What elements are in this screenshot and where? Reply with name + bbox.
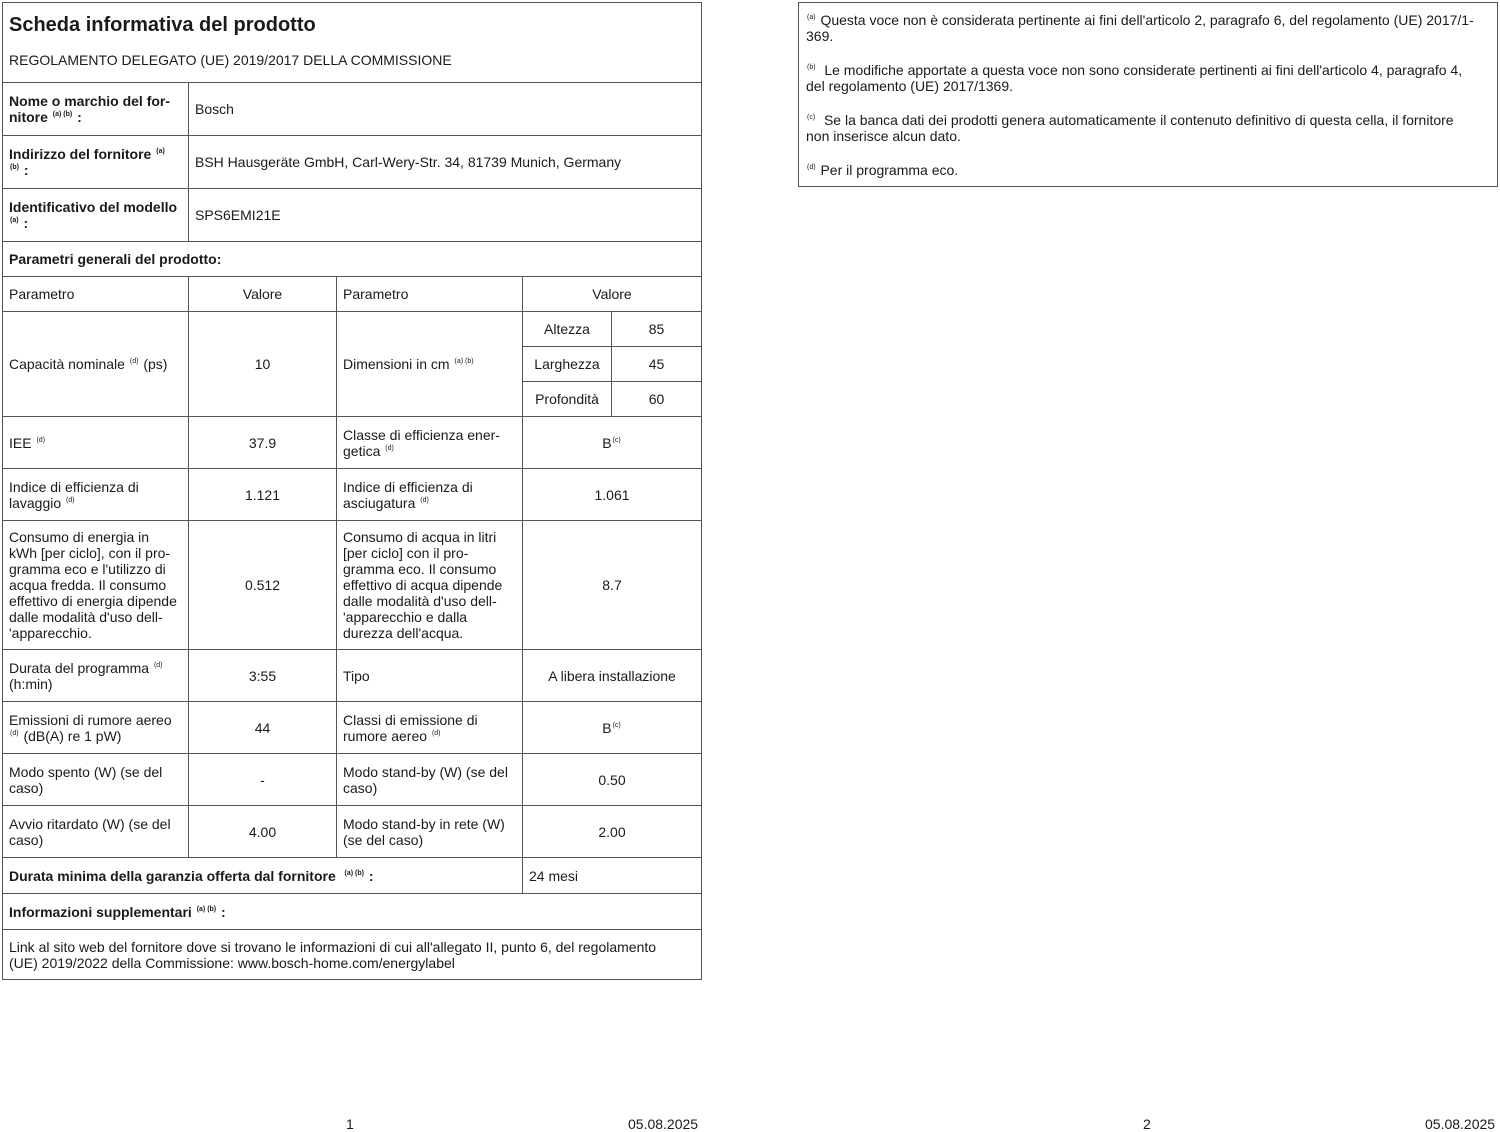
depth-value: 60: [612, 382, 702, 417]
column-header-parameter: Parametro: [337, 277, 523, 312]
energy-class-label: Classe di efficienza ener- getica $^{(d)}$: [337, 417, 523, 469]
page-title: Scheda informativa del prodotto: [9, 14, 316, 36]
energy-consumption-value: 0.512: [189, 521, 337, 650]
column-header-parameter: Parametro: [3, 277, 189, 312]
depth-label: Profondità: [523, 382, 612, 417]
delay-start-label: Avvio ritardato (W) (se del caso): [3, 806, 189, 858]
off-mode-value: -: [189, 754, 337, 806]
product-information-sheet: [2, 2, 702, 980]
supplier-website-link-text: Link al sito web del fornitore dove si trovano le informazioni di cui all'allegato II, punto 6, del regolamento (UE) 2019/2022 della Commissione: www.bosch-home.com/energylabel: [3, 930, 702, 980]
capacity-value: 10: [189, 312, 337, 417]
supplier-address-value: BSH Hausgeräte GmbH, Carl-Wery-Str. 34, 81739 Munich, Germany: [189, 136, 702, 189]
drying-index-label: Indice di efficienza di asciugatura $^{(d)}$: [337, 469, 523, 521]
network-standby-value: 2.00: [523, 806, 702, 858]
model-identifier-label: Identificativo del modello $^{(a)}$ :: [3, 189, 189, 242]
type-value: A libera installazione: [523, 650, 702, 702]
height-value: 85: [612, 312, 702, 347]
capacity-label: Capacità nominale $^{(d)}$ (ps): [3, 312, 189, 417]
iee-label: IEE $^{(d)}$: [3, 417, 189, 469]
footnote: $^{(c)}$ Se la banca dati dei prodotti genera automaticamente il contenuto definitivo di questa cella, il fornitore non inserisce alcun dato.: [806, 112, 1454, 144]
regulation-reference: REGOLAMENTO DELEGATO (UE) 2019/2017 DELLA COMMISSIONE: [3, 43, 702, 83]
general-parameters-heading: Parametri generali del prodotto:: [3, 242, 702, 277]
standby-mode-label: Modo stand-by (W) (se del caso): [337, 754, 523, 806]
noise-emission-label: Emissioni di rumore aereo $^{(d)}$ (dB(A) re 1 pW): [3, 702, 189, 754]
supplier-name-label: Nome o marchio del for- nitore $^{(a) (b)}$ :: [3, 83, 189, 136]
warranty-value: 24 mesi: [523, 858, 702, 894]
water-consumption-value: 8.7: [523, 521, 702, 650]
program-duration-label: Durata del programma $^{(d)}$ (h:min): [3, 650, 189, 702]
column-header-value: Valore: [523, 277, 702, 312]
noise-emission-value: 44: [189, 702, 337, 754]
off-mode-label: Modo spento (W) (se del caso): [3, 754, 189, 806]
height-label: Altezza: [523, 312, 612, 347]
width-label: Larghezza: [523, 347, 612, 382]
network-standby-label: Modo stand-by in rete (W) (se del caso): [337, 806, 523, 858]
footnotes-box: [798, 2, 1498, 187]
footnote: $^{(d)}$ Per il programma eco.: [807, 162, 959, 178]
page-date: 05.08.2025: [1425, 1116, 1496, 1132]
noise-class-value: $B^{(c)}$: [523, 702, 702, 754]
water-consumption-label: Consumo di acqua in litri [per ciclo] con il pro- gramma eco. Il consumo effettivo di acqua dipende dalle modalità d'uso dell- 'apparecchio e dalla durezza dell'acqua.: [337, 521, 523, 650]
warranty-label: Durata minima della garanzia offerta dal fornitore $^{(a) (b)}$ :: [3, 858, 523, 894]
footnote: $^{(a)}$ Questa voce non è considerata pertinente ai fini dell'articolo 2, paragrafo 6, del regolamento (UE) 2017/1- 369.: [806, 12, 1474, 44]
page-number: 2: [1143, 1116, 1151, 1132]
dimensions-label: Dimensioni in cm $^{(a) (b)}$: [337, 312, 523, 417]
supplier-address-label: Indirizzo del fornitore $^{(a)}$ $^{(b)}$ :: [3, 136, 189, 189]
energy-consumption-label: Consumo di energia in kWh [per ciclo], con il pro- gramma eco e l'utilizzo di acqua fredda. Il consumo effettivo di energia dipende dalle modalità d'uso dell- 'apparecchio.: [3, 521, 189, 650]
column-header-value: Valore: [189, 277, 337, 312]
width-value: 45: [612, 347, 702, 382]
washing-index-label: Indice di efficienza di lavaggio $^{(d)}$: [3, 469, 189, 521]
footnote: $^{(b)}$ Le modifiche apportate a questa voce non sono considerate pertinenti ai fini dell'articolo 4, paragrafo 4, del regolamento (UE) 2017/1369.: [806, 62, 1463, 94]
washing-index-value: 1.121: [189, 469, 337, 521]
standby-mode-value: 0.50: [523, 754, 702, 806]
program-duration-value: 3:55: [189, 650, 337, 702]
model-identifier-value: SPS6EMI21E: [189, 189, 702, 242]
supplier-name-value: Bosch: [189, 83, 702, 136]
iee-value: 37.9: [189, 417, 337, 469]
additional-info-label: Informazioni supplementari $^{(a) (b)}$ :: [3, 894, 702, 930]
noise-class-label: Classi di emissione di rumore aereo $^{(d)}$: [337, 702, 523, 754]
drying-index-value: 1.061: [523, 469, 702, 521]
page-number: 1: [346, 1116, 354, 1132]
type-label: Tipo: [337, 650, 523, 702]
energy-class-value: $B^{(c)}$: [523, 417, 702, 469]
delay-start-value: 4.00: [189, 806, 337, 858]
page-date: 05.08.2025: [628, 1116, 699, 1132]
